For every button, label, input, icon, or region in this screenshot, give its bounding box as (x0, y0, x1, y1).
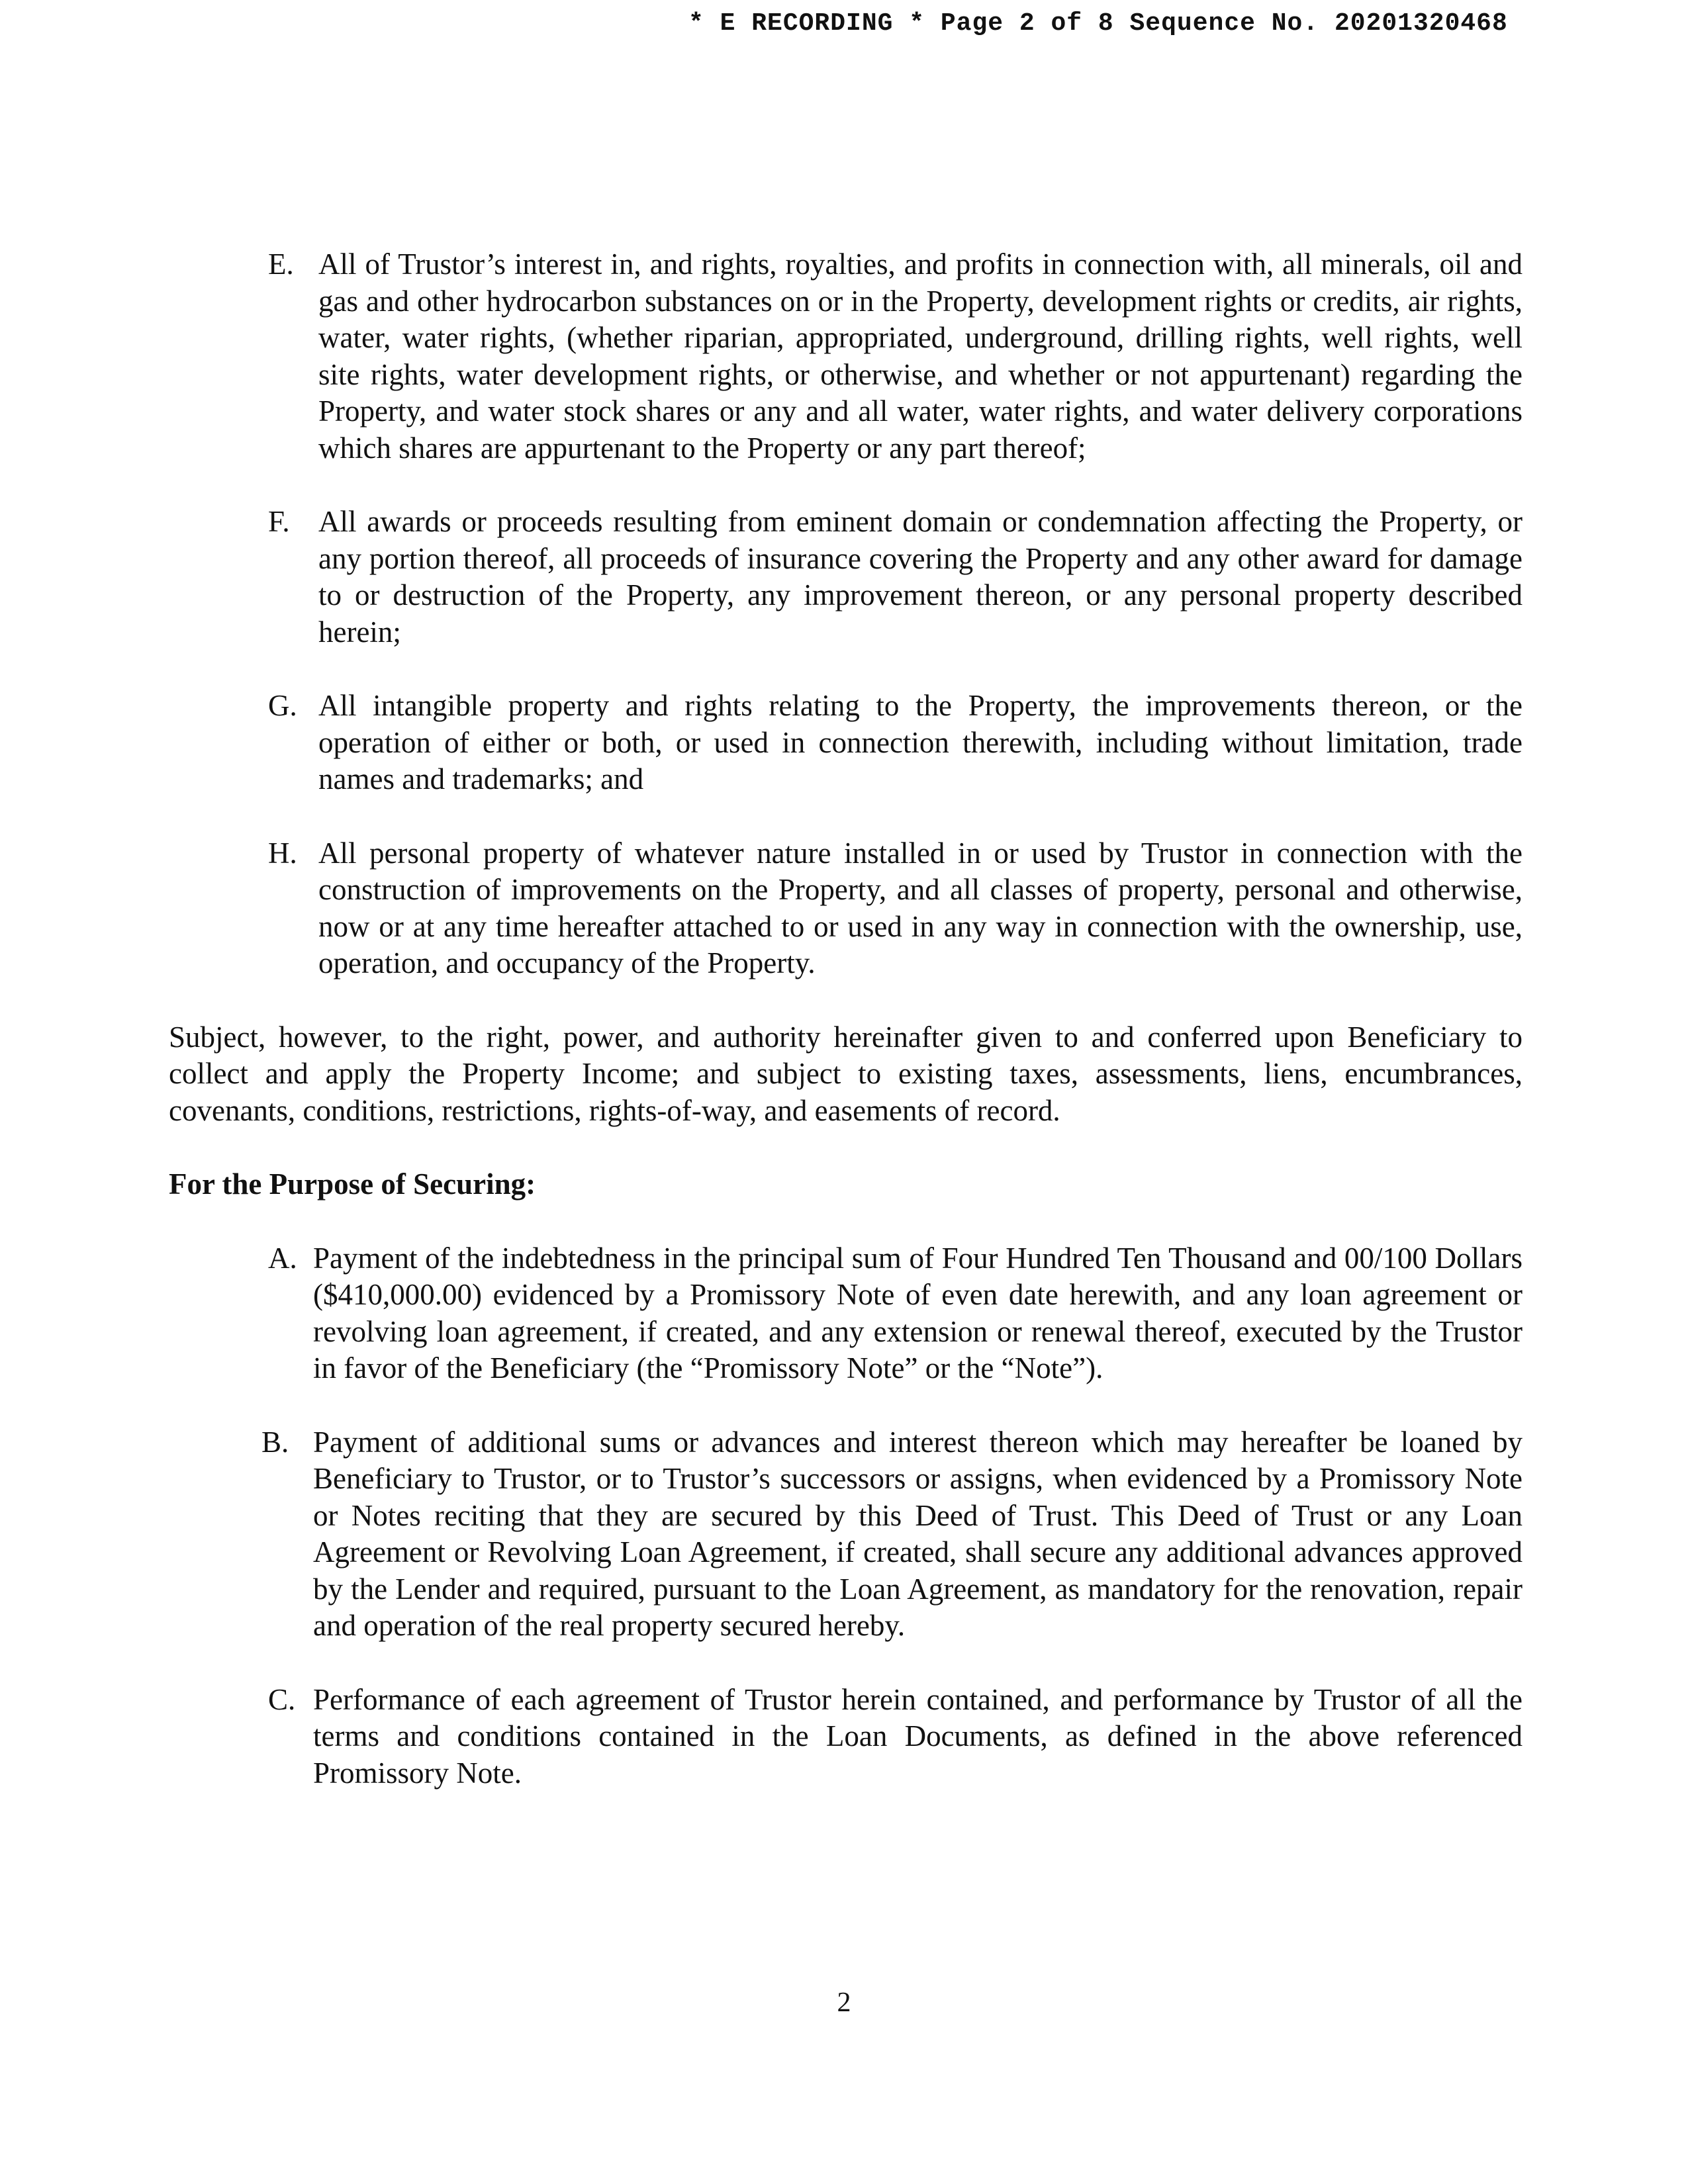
page-number: 2 (837, 1987, 851, 2018)
collateral-item-g (169, 688, 1523, 798)
item-marker: A. (268, 1241, 297, 1275)
item-text: Payment of the indebtedness in the principal sum of Four Hundred Ten Thousand and 00/100 Dollars ($410,000.00) evidenced by a Promissory Note of even date herewith, and any loan agreement or revolving loan agreement, if created, and any extension or renewal thereof, executed by the Trustor in favor of the Beneficiary (the “Promissory Note” or the “Note”). (313, 1241, 1523, 1385)
purpose-item-a (169, 1240, 1523, 1387)
item-text: All personal property of whatever nature installed in or used by Trustor in connection with the construction of improvements on the Property, and all classes of property, personal and otherwise, now or at any time hereafter attached to or used in any way in connection with the ownership, use, operation, and occupancy of the Property. (318, 836, 1523, 979)
collateral-item-f (169, 504, 1523, 651)
item-marker: E. (268, 248, 294, 281)
subject-paragraph: Subject, however, to the right, power, and authority hereinafter given to and conferred upon Beneficiary to collect and apply the Property Income; and subject to existing taxes, assessments, liens, encumbrances, covenants, conditions, restrictions, rights-of-way, and easements of record. (169, 1020, 1523, 1127)
item-marker: B. (261, 1425, 289, 1459)
recording-header: * E RECORDING * Page 2 of 8 Sequence No. 20201320468 (688, 9, 1508, 38)
collateral-item-h (169, 835, 1523, 982)
item-text: Payment of additional sums or advances and interest thereon which may hereafter be loaned by Beneficiary to Trustor, or to Trustor’s successors or assigns, when evidenced by a Promissory Note or Notes reciting that they are secured by this Deed of Trust. This Deed of Trust or any Loan Agreement or Revolving Loan Agreement, if created, shall secure any additional advances approved by the Lender and required, pursuant to the Loan Agreement, as mandatory for the renovation, repair and operation of the real property secured hereby. (313, 1425, 1523, 1642)
item-text: All awards or proceeds resulting from eminent domain or condemnation affecting the Property, or any portion thereof, all proceeds of insurance covering the Property and any other award for damage to or destruction of the Property, any improvement thereon, or any personal property described herein; (318, 505, 1523, 649)
item-text: All intangible property and rights relating to the Property, the improvements thereon, or the operation of either or both, or used in connection therewith, including without limitation, trade names and trademarks; and (318, 689, 1523, 796)
purpose-item-b (169, 1424, 1523, 1645)
item-marker: F. (268, 505, 290, 538)
item-marker: C. (268, 1682, 296, 1716)
item-text: Performance of each agreement of Trustor herein contained, and performance by Trustor of all the terms and conditions contained in the Loan Documents, as defined in the above referenced Promissory Note. (313, 1682, 1523, 1790)
document-body (169, 246, 1523, 1829)
purpose-heading: For the Purpose of Securing: (169, 1167, 536, 1201)
item-marker: G. (268, 689, 297, 722)
collateral-item-e (169, 246, 1523, 467)
purpose-item-c (169, 1682, 1523, 1792)
item-marker: H. (268, 836, 297, 870)
item-text: All of Trustor’s interest in, and rights, royalties, and profits in connection with, all minerals, oil and gas and other hydrocarbon substances on or in the Property, development rights or credits, air rights, water, water rights, (whether riparian, appropriated, underground, drilling rights, well rights, well site rights, water development rights, or otherwise, and whether or not appurtenant) regarding the Property, and water stock shares or any and all water, water rights, and water delivery corporations which shares are appurtenant to the Property or any part thereof; (318, 248, 1523, 465)
